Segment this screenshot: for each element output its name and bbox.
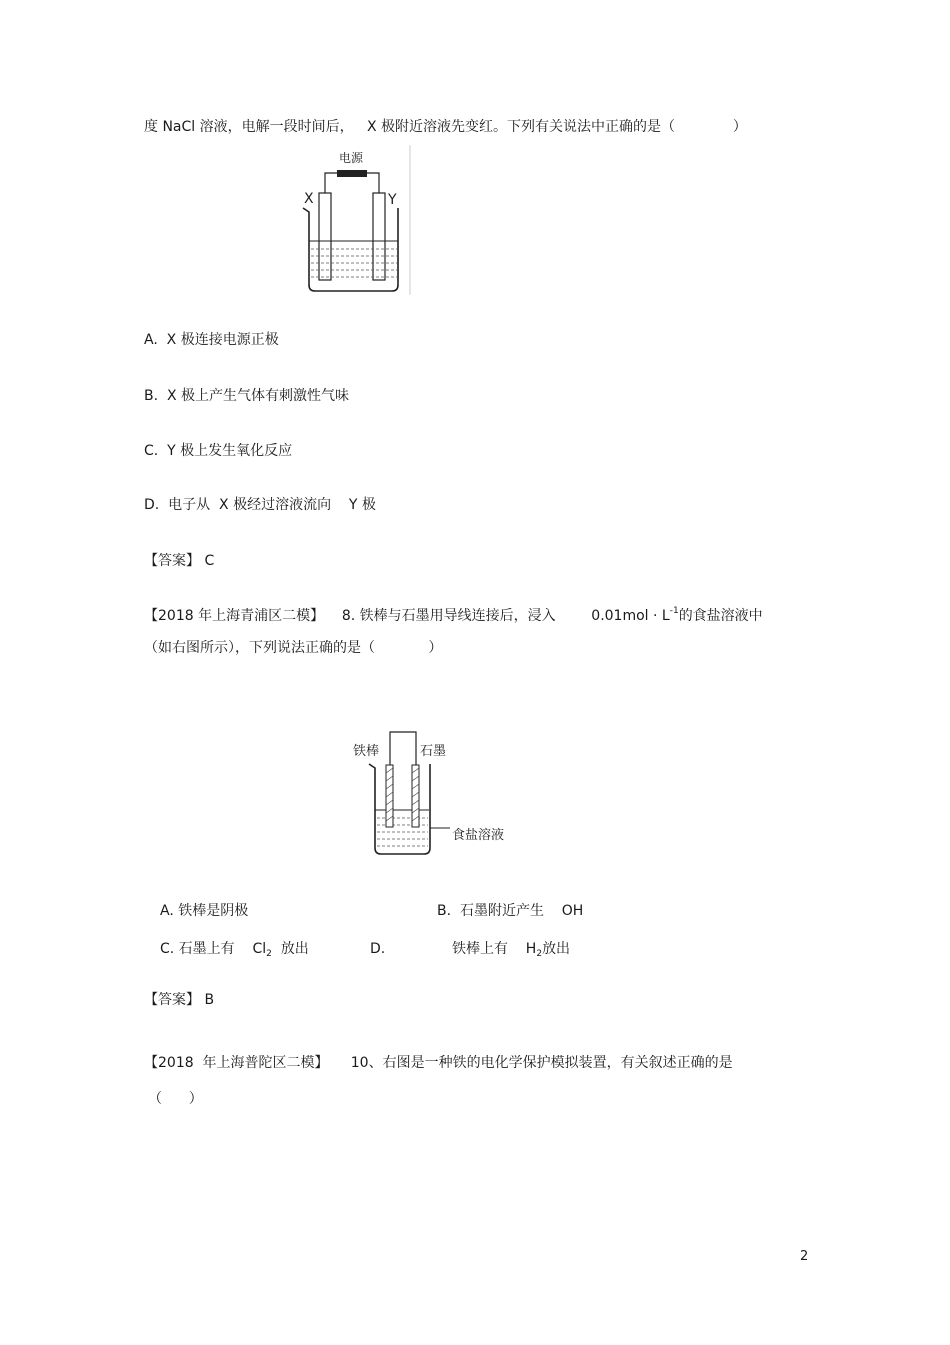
q2-option-d-pre: 铁棒上有 H (452, 941, 537, 957)
q1-option-b: B. X 极上产生气体有刺激性气味 (144, 388, 349, 404)
q2-option-d-letter: D. (370, 941, 386, 957)
beaker-icon (369, 764, 430, 854)
page-number: 2 (800, 1249, 809, 1264)
q2-option-d-sub: 2 (536, 949, 543, 959)
q1-y-label: Y (388, 192, 397, 208)
q2-option-c-sub: 2 (266, 949, 272, 959)
q2-stem-superscript: -1 (669, 606, 679, 616)
q2-answer: 【答案】 B (144, 992, 215, 1008)
q1-x-label: X (304, 191, 314, 207)
q3-stem: 【2018 年上海普陀区二模】 10、右图是一种铁的电化学保护模拟装置，有关叙述正确的是 (144, 1055, 733, 1071)
x-electrode (319, 193, 331, 280)
q2-option-d-post: 放出 (542, 941, 571, 957)
q2-graphite-label: 石墨 (420, 744, 447, 759)
q1-stem: 度 NaCl 溶液，电解一段时间后， X 极附近溶液先变红。下列有关说法中正确的是（ ） (144, 119, 747, 135)
q2-solution-label: 食盐溶液 (452, 828, 505, 843)
q2-iron-graphite-figure (350, 728, 520, 858)
power-source-icon (337, 170, 367, 177)
q1-electrolysis-figure (295, 145, 415, 300)
q3-stem-line2: （ ） (148, 1091, 203, 1107)
q2-stem-line2: （如右图所示），下列说法正确的是（ ） (144, 640, 443, 656)
q2-option-c-post: 放出 (271, 941, 309, 957)
q2-stem (144, 607, 763, 627)
q2-option-d (452, 940, 570, 960)
q2-stem-part1: 【2018 年上海青浦区二模】 8. 铁棒与石墨用导线连接后，浸入 0.01mol · L (144, 608, 670, 624)
q1-answer: 【答案】 C (144, 553, 215, 569)
q2-iron-label: 铁棒 (353, 744, 380, 759)
q2-option-a: A. 铁棒是阴极 (160, 903, 249, 919)
q1-option-a: A. X 极连接电源正极 (144, 332, 279, 348)
q2-stem-part2: 的食盐溶液中 (678, 608, 763, 624)
q1-option-c: C. Y 极上发生氧化反应 (144, 443, 293, 459)
q2-option-c (160, 940, 309, 960)
y-electrode (373, 193, 385, 280)
q2-option-b: B. 石墨附近产生 OH (437, 903, 584, 919)
q2-option-c-pre: C. 石墨上有 Cl (160, 941, 267, 957)
q1-power-label: 电源 (338, 151, 364, 165)
q1-option-d: D. 电子从 X 极经过溶液流向 Y 极 (144, 497, 376, 513)
